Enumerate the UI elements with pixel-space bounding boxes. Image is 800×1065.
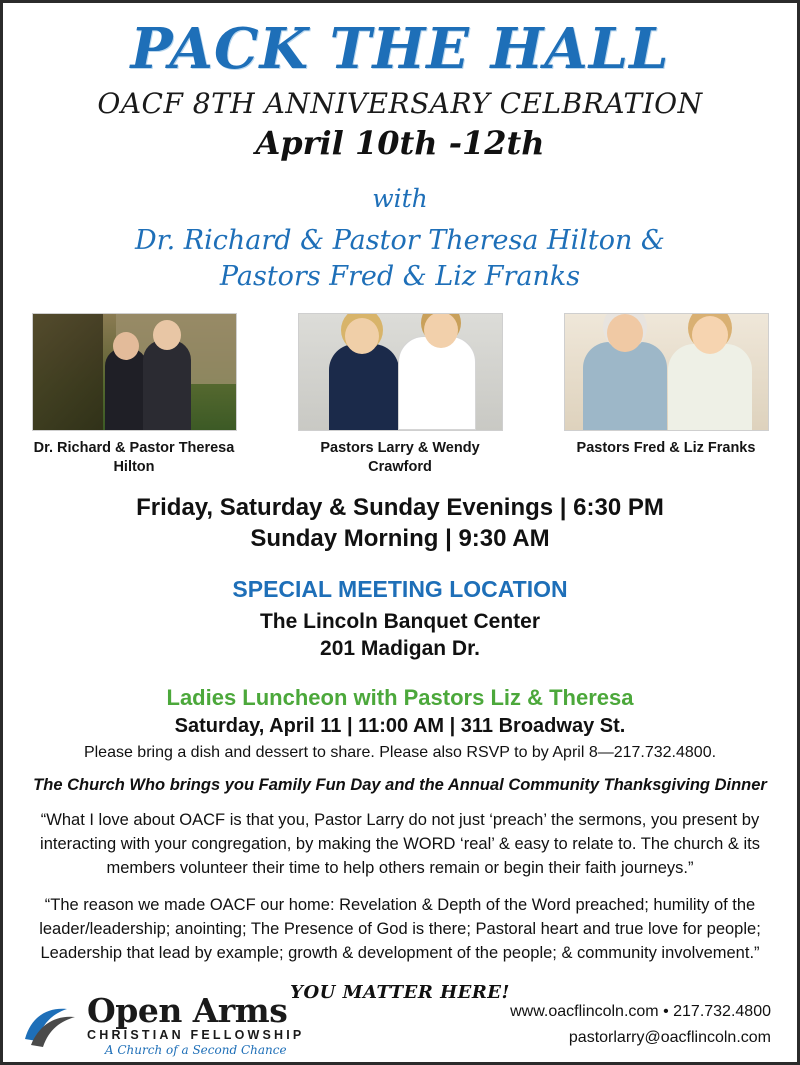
luncheon-details: Saturday, April 11 | 11:00 AM | 311 Broadway St. [174,714,626,737]
logo-name: Open Arms [87,990,288,1030]
event-subtitle: OACF 8TH ANNIVERSARY CELBRATION [97,87,703,120]
location-venue: The Lincoln Banquet Center [259,610,540,634]
contact-email[interactable]: pastorlarry@oacflincoln.com [568,1028,771,1046]
photo-tree [33,314,103,431]
event-dates: April 10th -12th [255,124,545,163]
you-matter-here: YOU MATTER HERE! [290,982,510,1004]
person-head [607,314,643,352]
speakers-line-2: Pastors Fred & Liz Franks [219,261,581,293]
photo-row [25,313,775,475]
open-arms-icon [21,999,83,1051]
logo-subname: CHRISTIAN FELLOWSHIP [87,1027,305,1042]
luncheon-heading: Ladies Luncheon with Pastors Liz & Theresa [166,684,634,710]
photo-franks [564,313,769,431]
location-heading: SPECIAL MEETING LOCATION [232,576,568,603]
testimonial-quote-2: “The reason we made OACF our home: Revelation & Depth of the Word preached; humility of the leader/leadership; anointing; The Presence of God is there; Pastoral heart and true love for people; Leadership that lead by example; growth & development of the people; & community involvement.” [39,896,761,963]
person-figure [143,340,191,430]
contact-info [510,999,771,1050]
photo-block-franks [561,313,771,457]
person-figure [329,344,399,430]
photo-caption: Pastors Fred & Liz Franks [576,440,756,457]
service-times [25,492,775,554]
page-title: PACK THE HALL [130,16,670,82]
person-head [424,313,458,348]
person-head [153,320,181,350]
person-figure [668,344,752,430]
photo-hilton [32,313,237,431]
person-head [113,332,139,360]
photo-block-hilton [29,313,239,475]
with-label: with [372,183,428,213]
person-figure [105,348,147,430]
testimonial-quote-1: “What I love about OACF is that you, Pastor Larry do not just ‘preach’ the sermons, you present by interacting with your congregation, by making the WORD ‘real’ & easy to relate to. The church & its members volunteer their time to help others remain or begin their faith journeys.” [40,810,760,877]
contact-website-phone[interactable]: www.oacflincoln.com • 217.732.4800 [510,1003,771,1021]
logo-wordmark [87,990,305,1057]
speakers-line-1: Dr. Richard & Pastor Theresa Hilton & [135,224,665,256]
flyer-content [3,3,797,1062]
logo-tagline: A Church of a Second Chance [104,1043,287,1057]
church-logo [21,990,305,1057]
location-street: 201 Madigan Dr. [320,637,480,661]
service-times-line-1: Friday, Saturday & Sunday Evenings | 6:30 PM [136,493,664,521]
person-head [345,318,379,354]
person-figure [398,336,476,430]
church-tagline: The Church Who brings you Family Fun Day and the Annual Community Thanksgiving Dinner [33,775,767,794]
photo-crawford [298,313,503,431]
speakers-list [25,223,775,296]
person-head [692,316,728,354]
photo-block-crawford [295,313,505,475]
photo-caption: Dr. Richard & Pastor Theresa Hilton [33,440,235,475]
person-figure [583,342,667,430]
luncheon-note: Please bring a dish and dessert to share. Please also RSVP to by April 8—217.732.4800. [83,743,717,761]
location-address [25,608,775,663]
service-times-line-2: Sunday Morning | 9:30 AM [250,524,550,552]
photo-caption: Pastors Larry & Wendy Crawford [320,440,480,475]
